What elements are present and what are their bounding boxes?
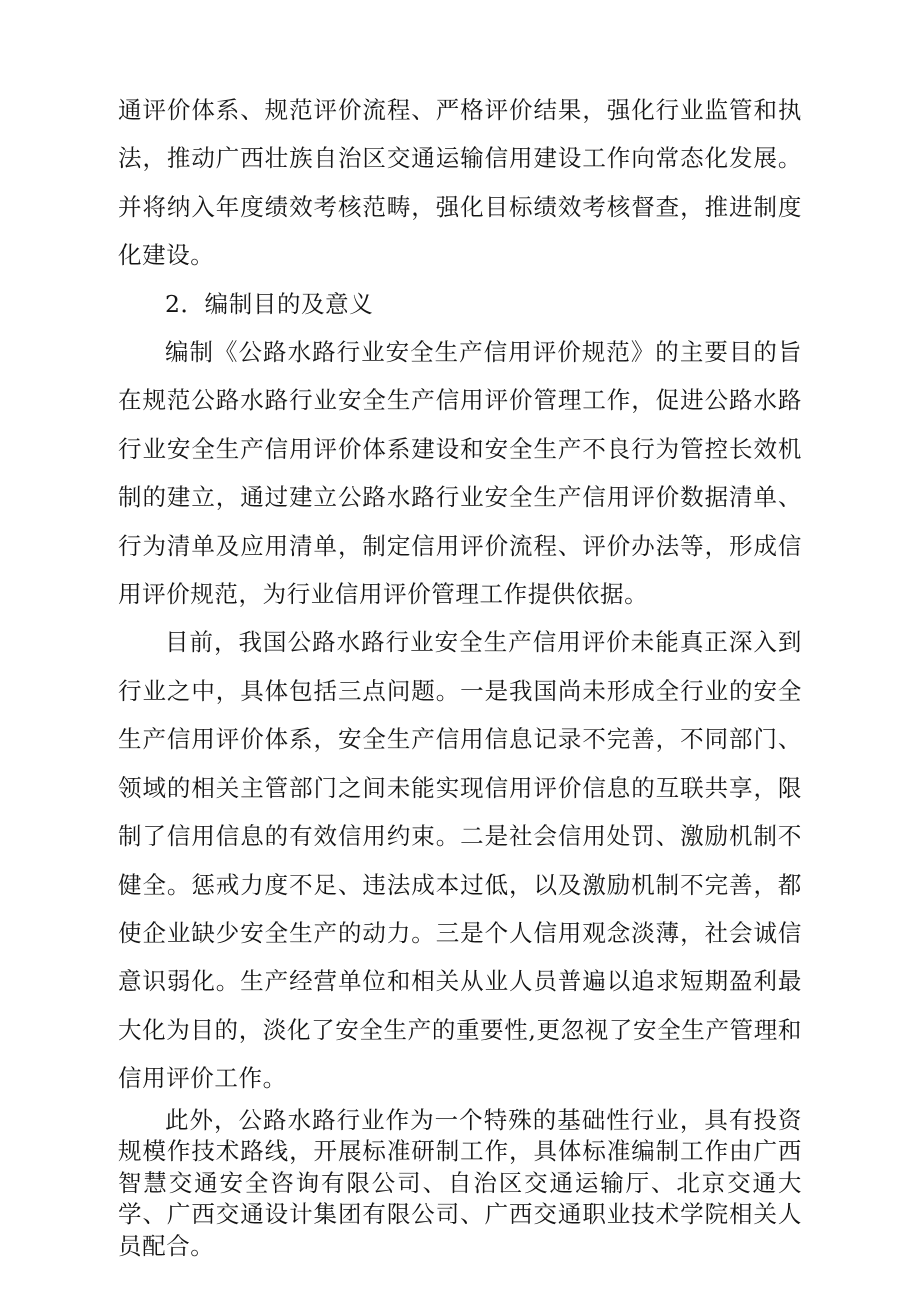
paragraph-purpose-and-significance: 编制《公路水路行业安全生产信用评价规范》的主要目的旨在规范公路水路行业安全生产信用评价管理工作，促进公路水路行业安全生产信用评价体系建设和安全生产不良行为管控长效机制的建立，通过建立公路水路行业安全生产信用评价数据清单、行为清单及应用清单，制定信用评价流程、评价办法等，形成信用评价规范，为行业信用评价管理工作提供依据。 xyxy=(118,338,802,609)
section-heading-2: 2．编制目的及意义 xyxy=(165,289,374,318)
paragraph-continued-from-previous-page: 通评价体系、规范评价流程、严格评价结果，强化行业监管和执法，推动广西壮族自治区交通运输信用建设工作向常态化发展。并将纳入年度绩效考核范畴，强化目标绩效考核督查，推进制度化建设。 xyxy=(118,96,802,270)
paragraph-current-situation-problems: 目前，我国公路水路行业安全生产信用评价未能真正深入到行业之中，具体包括三点问题。一是我国尚未形成全行业的安全生产信用评价体系，安全生产信用信息记录不完善，不同部门、领域的相关主管部门之间未能实现信用评价信息的互联共享，限制了信用信息的有效信用约束。二是社会信用处罚、激励机制不健全。惩戒力度不足、违法成本过低，以及激励机制不完善，都使企业缺少安全生产的动力。三是个人信用观念淡薄，社会诚信意识弱化。生产经营单位和相关从业人员普遍以追求短期盈利最大化为目的，淡化了安全生产的重要性,更忽视了安全生产管理和信用评价工作。 xyxy=(118,628,802,1093)
page-content-column xyxy=(118,86,802,1262)
paragraph-participating-organizations: 此外，公路水路行业作为一个特殊的基础性行业，具有投资规模作技术路线，开展标准研制工作，具体标准编制工作由广西智慧交通安全咨询有限公司、自治区交通运输厅、北京交通大学、广西交通设计集团有限公司、广西交通职业技术学院相关人员配合。 xyxy=(118,1105,802,1260)
